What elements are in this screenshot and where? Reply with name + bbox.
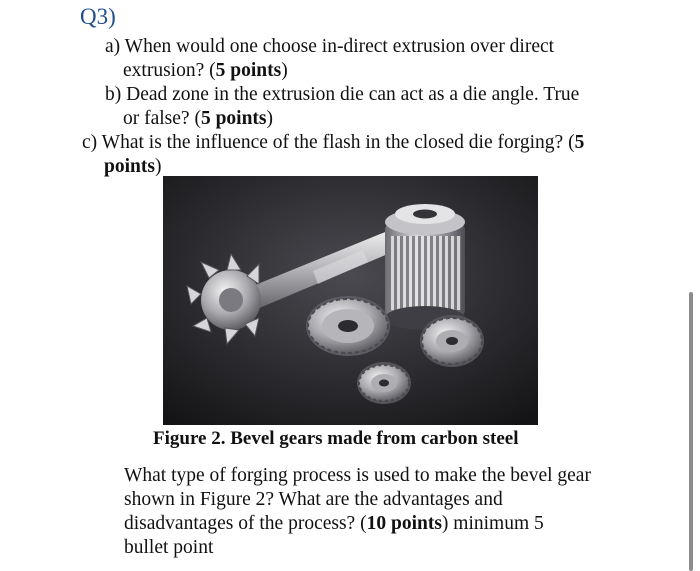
followup-line-1: What type of forging process is used to make the bevel gear: [124, 465, 591, 486]
part-c-line-1: c) What is the influence of the flash in the closed die forging? (5: [82, 132, 585, 153]
vertical-scrollbar[interactable]: [689, 292, 693, 571]
followup-points: 10 points: [366, 513, 442, 534]
part-a-line-1: a) When would one choose in-direct extrusion over direct: [105, 36, 555, 57]
medium-bevel-gear: [420, 315, 484, 367]
part-b-line-2: or false? (5 points): [123, 108, 274, 129]
figure-caption: Figure 2. Bevel gears made from carbon steel: [153, 428, 519, 449]
followup-line-3: disadvantages of the process? (10 points) minimum 5: [124, 513, 544, 534]
question-title: Q3): [80, 4, 116, 29]
large-bevel-gear: [306, 296, 390, 356]
small-bevel-gear: [357, 362, 411, 404]
part-c-points: 5: [574, 132, 585, 153]
part-c-line-2: points): [104, 156, 162, 177]
bevel-gears-photo: [163, 176, 538, 425]
part-a-points: 5 points: [215, 60, 282, 81]
part-b-line-1: b) Dead zone in the extrusion die can act as a die angle. True: [105, 84, 580, 105]
followup-line-4: bullet point: [124, 537, 214, 558]
part-b-points: 5 points: [200, 108, 267, 129]
part-a-line-2: extrusion? (5 points): [123, 60, 288, 81]
spline-drum-gear: [385, 204, 465, 330]
followup-line-2: shown in Figure 2? What are the advantages and: [124, 489, 503, 510]
